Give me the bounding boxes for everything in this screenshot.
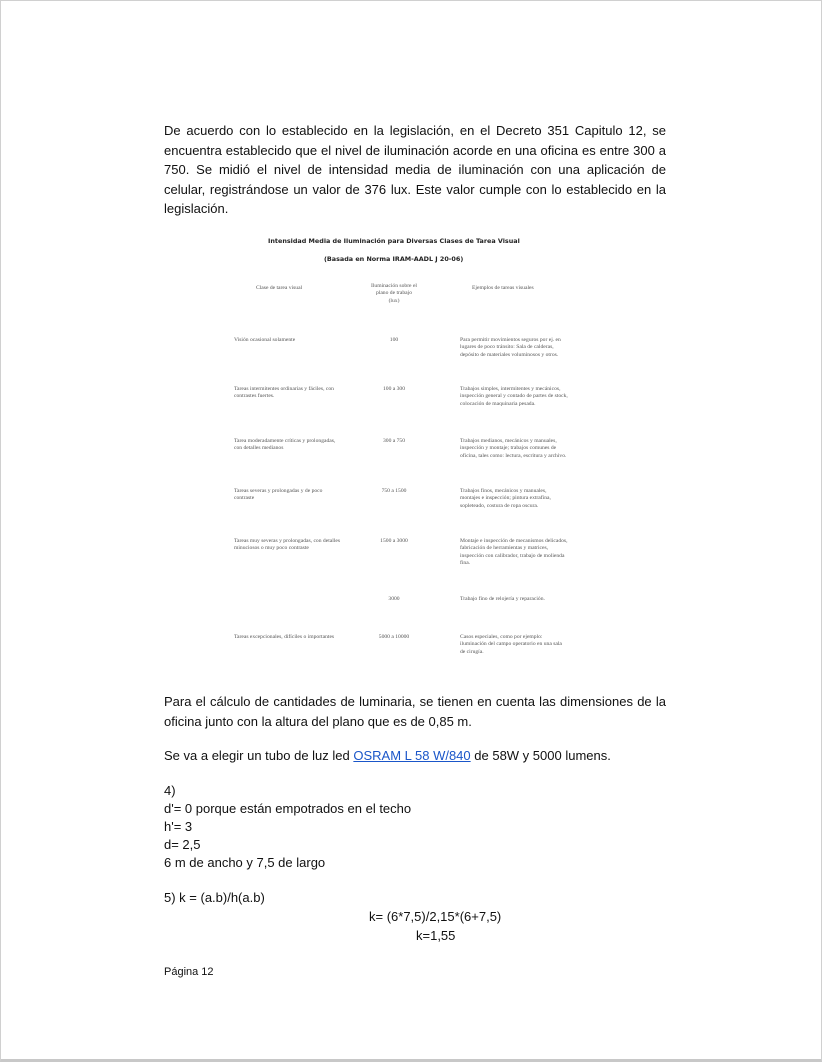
- tube-sentence: [164, 747, 611, 765]
- tube-text-before: Se va a elegir un tubo de luz led: [164, 748, 354, 763]
- header-clase: Clase de tarea visual: [256, 285, 303, 291]
- row-clase: Tarea moderadamente críticas y prolongadas, con detalles medianos: [234, 438, 336, 452]
- row-lux: 300 a 750: [382, 438, 406, 444]
- row-ejemplo: Trabajos finos, mecánicos y manuales, montajes e inspección; pintura extrafina, sopleteado, costura de ropa oscura.: [460, 488, 551, 509]
- row-clase: Tareas muy severas y prolongadas, con detalles minuciosos o muy poco contraste: [234, 538, 341, 552]
- calc-paragraph: Para el cálculo de cantidades de luminaria, se tienen en cuenta las dimensiones de la oficina junto con la altura del plano que es de 0,85 m.: [164, 694, 666, 729]
- section4-line: h'= 3: [164, 819, 193, 834]
- section4-line: d'= 0 porque están empotrados en el techo: [164, 801, 412, 816]
- header-ejemplos: Ejemplos de tareas visuales: [472, 285, 534, 291]
- osram-link[interactable]: OSRAM L 58 W/840: [353, 748, 471, 763]
- table-title: Intensidad Media de Iluminación para Diversas Clases de Tarea Visual: [268, 237, 520, 245]
- row-clase: Visión ocasional solamente: [234, 337, 296, 343]
- row-lux: 750 a 1500: [381, 488, 407, 494]
- row-lux: 100 a 300: [382, 386, 406, 392]
- section5-result: k=1,55: [416, 928, 456, 943]
- row-ejemplo: Casos especiales, como por ejemplo: iluminación del campo operatorio en una sala de cirugía.: [460, 634, 562, 655]
- row-clase: Tareas severas y prolongadas y de poco contraste: [234, 488, 323, 502]
- table-subtitle: (Basada en Norma IRAM-AADL J 20-06): [324, 255, 464, 263]
- intro-paragraph: De acuerdo con lo establecido en la legislación, en el Decreto 351 Capitulo 12, se encuentra establecido que el nivel de iluminación acorde en una oficina es entre 300 a 750. Se midió el nivel de intensidad media de iluminación con una aplicación de celular, registrándose un valor de 376 lux. Este valor cumple con lo establecido en la legislación.: [164, 123, 666, 216]
- row-ejemplo: Trabajo fino de relojería y reparación.: [460, 596, 545, 602]
- row-ejemplo: Trabajos medianos, mecánicos y manuales, inspección y montaje; trabajos comunes de oficina, tales como: lectura, escritura y archivo.: [460, 438, 567, 459]
- row-lux: 1500 a 3000: [380, 538, 408, 544]
- page-number: Página 12: [164, 966, 214, 978]
- tube-text-after: de 58W y 5000 lumens.: [470, 748, 611, 763]
- row-clase: Tareas intermitentes ordinarias y fáciles, con contrastes fuertes.: [234, 386, 334, 400]
- section5-formula: 5) k = (a.b)/h(a.b): [164, 890, 265, 905]
- row-lux: 5000 a 10000: [378, 634, 410, 640]
- section5-calc: k= (6*7,5)/2,15*(6+7,5): [369, 909, 502, 924]
- row-lux: 100: [389, 337, 399, 343]
- header-lux: Iluminación sobre el plano de trabajo (lux): [371, 283, 417, 304]
- row-ejemplo: Montaje e inspección de mecanismos delicados, fabricación de herramientas y matrices, inspección con calibrador, trabajo de molienda fina.: [460, 538, 568, 566]
- section4-heading: 4): [164, 783, 176, 798]
- section4-line: d= 2,5: [164, 837, 201, 852]
- row-clase: Tareas excepcionales, difíciles o importantes: [234, 634, 335, 640]
- row-ejemplo: Trabajos simples, intermitentes y mecánicos, inspección general y contado de partes de stock, colocación de maquinaria pesada.: [460, 386, 568, 407]
- section4-line: 6 m de ancho y 7,5 de largo: [164, 855, 326, 870]
- row-lux: 3000: [388, 596, 400, 602]
- row-ejemplo: Para permitir movimientos seguros por ej. en lugares de poco tránsito: Sala de calderas, depósito de materiales voluminosos y otros.: [460, 337, 561, 358]
